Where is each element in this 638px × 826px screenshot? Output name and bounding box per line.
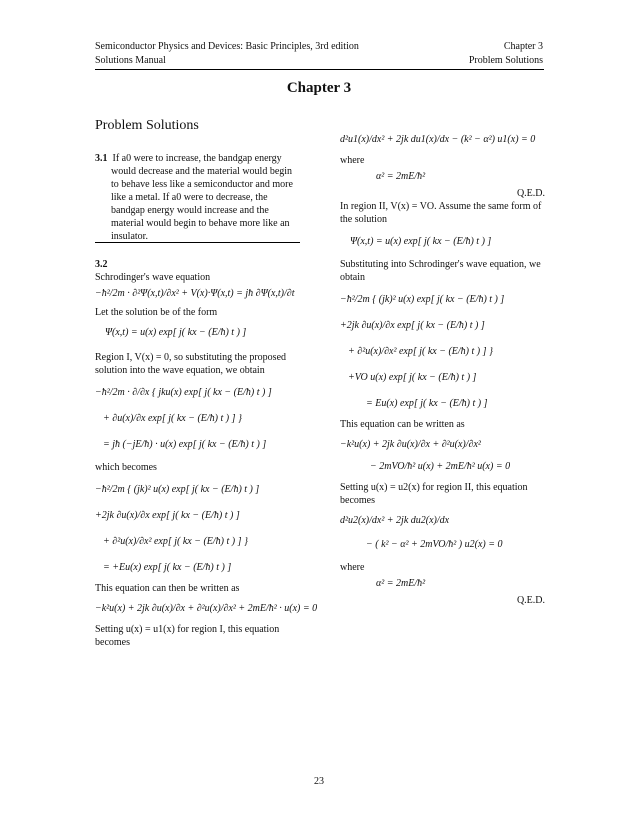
p32-line-6: Setting u(x) = u1(x) for region I, this equation becomes	[95, 624, 280, 648]
schrodinger-equation: −ħ²/2m · ∂²Ψ(x,t)/∂x² + V(x)·Ψ(x,t) = jħ ∂Ψ(x,t)/∂t	[95, 288, 295, 299]
eq-region2-e: = Eu(x) exp[ j( kx − (E/ħ) t ) ]	[366, 398, 488, 409]
eq-expanded-d: = +Eu(x) exp[ j( kx − (E/ħ) t ) ]	[103, 562, 232, 573]
header-manual: Solutions Manual	[95, 55, 166, 66]
written-as-text: This equation can be written as	[340, 419, 465, 430]
eq-region1-b: + ∂u(x)/∂x exp[ j( kx − (E/ħ) t ) ] }	[103, 413, 242, 424]
p32-line-3: Region I, V(x) = 0, so substituting the proposed solution into the wave equation, we obtain	[95, 352, 287, 376]
region2-intro: In region II, V(x) = VO. Assume the same form of the solution	[340, 201, 542, 225]
problem-3-2-number: 3.2	[95, 259, 108, 270]
trial-solution-2: Ψ(x,t) = u(x) exp[ j( kx − (E/ħ) t ) ]	[350, 236, 492, 247]
eq-region1-a: −ħ²/2m · ∂/∂x { jku(x) exp[ j( kx − (E/ħ) t ) ]	[95, 387, 272, 398]
header-right	[469, 40, 543, 68]
eq-expanded-c: + ∂²u(x)/∂x² exp[ j( kx − (E/ħ) t ) ] }	[103, 536, 248, 547]
eq-region2-a: −ħ²/2m { (jk)² u(x) exp[ j( kx − (E/ħ) t ) ]	[340, 294, 505, 305]
p32-line-5: This equation can then be written as	[95, 583, 240, 594]
header-section: Problem Solutions	[468, 55, 543, 66]
problem-divider	[95, 242, 300, 243]
problem-3-1	[95, 152, 300, 243]
substituting-text: Substituting into Schrodinger's wave equation, we obtain	[340, 259, 541, 283]
eq-expanded-a: −ħ²/2m { (jk)² u(x) exp[ j( kx − (E/ħ) t ) ]	[95, 484, 260, 495]
p32-line-4: which becomes	[95, 462, 157, 473]
eq-region2-written-a: −k²u(x) + 2jk ∂u(x)/∂x + ∂²u(x)/∂x²	[340, 439, 481, 450]
eq-region1-c: = jħ (−jE/ħ) · u(x) exp[ j( kx − (E/ħ) t ) ]	[103, 439, 267, 450]
eq-region2-final-a: d²u2(x)/dx² + 2jk du2(x)/dx	[340, 515, 450, 526]
eq-region2-final-b: − ( k² − α² + 2mVO/ħ² ) u2(x) = 0	[366, 539, 503, 550]
eq-region2-d: +VO u(x) exp[ j( kx − (E/ħ) t ) ]	[348, 372, 477, 383]
where-2: where	[340, 562, 365, 573]
trial-solution: Ψ(x,t) = u(x) exp[ j( kx − (E/ħ) t ) ]	[105, 327, 247, 338]
section-title: Problem Solutions	[95, 118, 199, 133]
header-chapter: Chapter 3	[503, 41, 543, 52]
eq-region2-b: +2jk ∂u(x)/∂x exp[ j( kx − (E/ħ) t ) ]	[340, 320, 485, 331]
alpha-definition-2: α² = 2mE/ħ²	[376, 578, 426, 589]
where-1: where	[340, 155, 365, 166]
eq-region2-c: + ∂²u(x)/∂x² exp[ j( kx − (E/ħ) t ) ] }	[348, 346, 493, 357]
chapter-title: Chapter 3	[286, 80, 352, 96]
right-column	[340, 128, 545, 607]
header-book-title: Semiconductor Physics and Devices: Basic Principles, 3rd edition	[95, 41, 359, 52]
eq-expanded-b: +2jk ∂u(x)/∂x exp[ j( kx − (E/ħ) t ) ]	[95, 510, 240, 521]
p32-line-1: Schrodinger's wave equation	[95, 272, 211, 283]
qed-2: Q.E.D.	[516, 595, 545, 606]
p32-line-2: Let the solution be of the form	[95, 307, 218, 318]
problem-3-1-text: If a0 were to increase, the bandgap energy would decrease and the material would begin to behave less like a semiconductor and more like a metal. If a0 were to decrease, the bandgap energy would increase and the material would begin to behave more like an insulator.	[111, 153, 293, 242]
eq-written: −k²u(x) + 2jk ∂u(x)/∂x + ∂²u(x)/∂x² + 2mE/ħ² · u(x) = 0	[95, 603, 318, 614]
header-left	[95, 40, 359, 68]
header-rule	[95, 69, 544, 70]
problem-3-2	[95, 258, 318, 649]
qed-1: Q.E.D.	[516, 188, 545, 199]
setting-u2-text: Setting u(x) = u2(x) for region II, this equation becomes	[340, 482, 528, 506]
problem-3-1-number: 3.1	[95, 153, 108, 164]
eq-region1-final: d²u1(x)/dx² + 2jk du1(x)/dx − (k² − α²) u1(x) = 0	[340, 134, 536, 145]
alpha-definition-1: α² = 2mE/ħ²	[376, 171, 426, 182]
eq-region2-written-b: − 2mVO/ħ² u(x) + 2mE/ħ² u(x) = 0	[370, 461, 511, 472]
page-number: 23	[314, 776, 324, 787]
